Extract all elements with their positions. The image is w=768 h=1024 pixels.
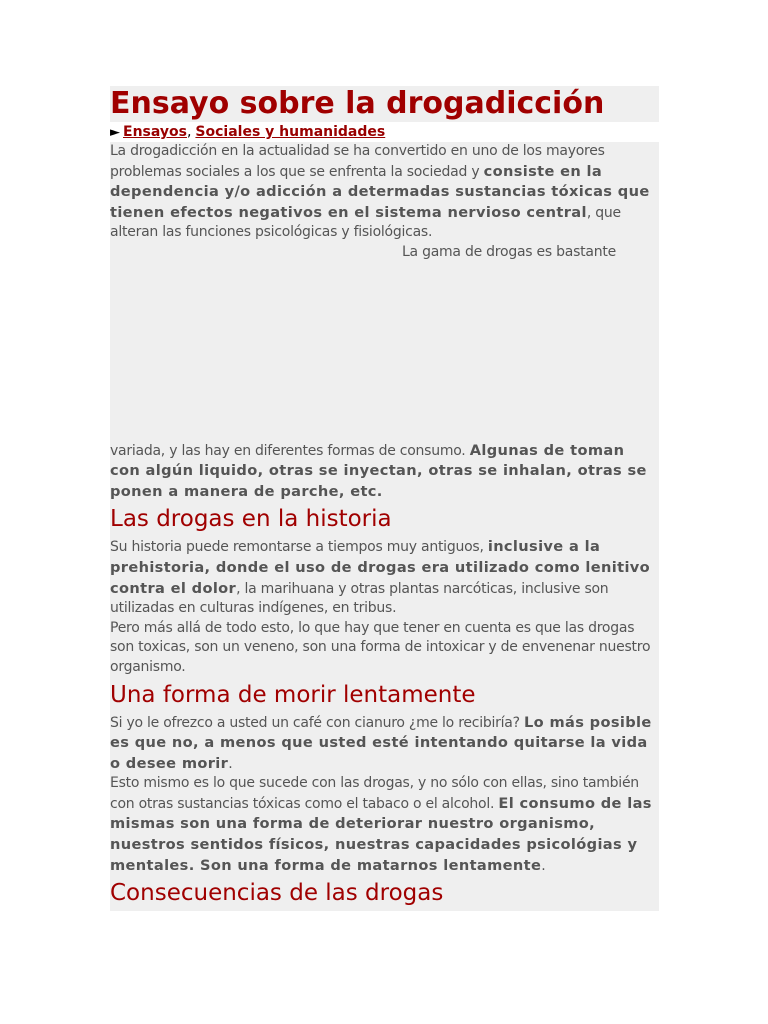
emphasis-run: inclusive a la prehistoria, donde el uso de drogas era utilizado como lenitivo contra el dolor bbox=[110, 538, 651, 597]
text-run: variada, y las hay en diferentes formas de consumo. bbox=[110, 442, 470, 459]
morir-paragraph-1 bbox=[110, 713, 659, 775]
section-heading-historia: Las drogas en la historia bbox=[110, 506, 392, 533]
category-link-sociales[interactable]: Sociales y humanidades bbox=[195, 124, 386, 140]
morir-paragraph-2 bbox=[110, 774, 659, 876]
section-heading-morir: Una forma de morir lentamente bbox=[110, 681, 476, 708]
article-body bbox=[110, 142, 659, 911]
text-run: Pero más allá de todo esto, lo que hay que tener en cuenta es que las drogas son toxicas, son un veneno, son una forma de intoxicar y de envenenar nuestro organismo. bbox=[110, 619, 651, 675]
emphasis-run: El consumo de las mismas son una forma de deteriorar nuestro organismo, nuestros sentidos físicos, nuestras capacidades psicológias y mentales. Son una forma de matarnos lentamente bbox=[110, 794, 652, 874]
arrow-right-icon: ► bbox=[110, 125, 120, 140]
text-run: La gama de drogas es bastante bbox=[402, 243, 616, 260]
emphasis-run: Lo más posible es que no, a menos que usted esté intentando quitarse la vida o desee morir bbox=[110, 713, 652, 772]
text-run: , la marihuana y otras plantas narcóticas, inclusive son utilizadas en culturas indígenes, en tribus. bbox=[110, 580, 609, 617]
category-link-ensayos[interactable]: Ensayos bbox=[123, 124, 187, 140]
page-title: Ensayo sobre la drogadicción bbox=[110, 86, 605, 121]
intro-paragraph-2 bbox=[110, 441, 659, 503]
text-run: . bbox=[228, 755, 233, 772]
historia-paragraph-2 bbox=[110, 619, 659, 678]
section-heading-consecuencias: Consecuencias de las drogas bbox=[110, 880, 444, 907]
text-run: La drogadicción en la actualidad se ha convertido en uno de los mayores problemas sociales a los que se enfrenta la sociedad y bbox=[110, 143, 605, 180]
text-run: Su historia puede remontarse a tiempos muy antiguos, bbox=[110, 539, 488, 556]
text-run: Si yo le ofrezco a usted un café con cianuro ¿me lo recibiría? bbox=[110, 714, 524, 731]
emphasis-run: consiste en la dependencia y/o adicción a determadas sustancias tóxicas que tienen efectos negativos en el sistema nervioso central bbox=[110, 162, 650, 221]
breadcrumb bbox=[110, 122, 659, 142]
historia-paragraph-1 bbox=[110, 537, 659, 618]
title-row bbox=[110, 86, 659, 122]
text-run: Esto mismo es lo que sucede con las drogas, y no sólo con ellas, sino también con otras sustancias tóxicas como el tabaco o el alcohol. bbox=[110, 775, 639, 812]
breadcrumb-separator: , bbox=[186, 124, 192, 140]
emphasis-run: Algunas de toman con algún liquido, otras se inyectan, otras se inhalan, otras se ponen a manera de parche, etc. bbox=[110, 441, 647, 500]
empty-image-area bbox=[110, 263, 659, 441]
intro-paragraph bbox=[110, 142, 659, 263]
article bbox=[110, 86, 659, 911]
text-run: , que alteran las funciones psicológicas y fisiológicas. bbox=[110, 204, 621, 241]
text-run: . bbox=[541, 857, 546, 874]
